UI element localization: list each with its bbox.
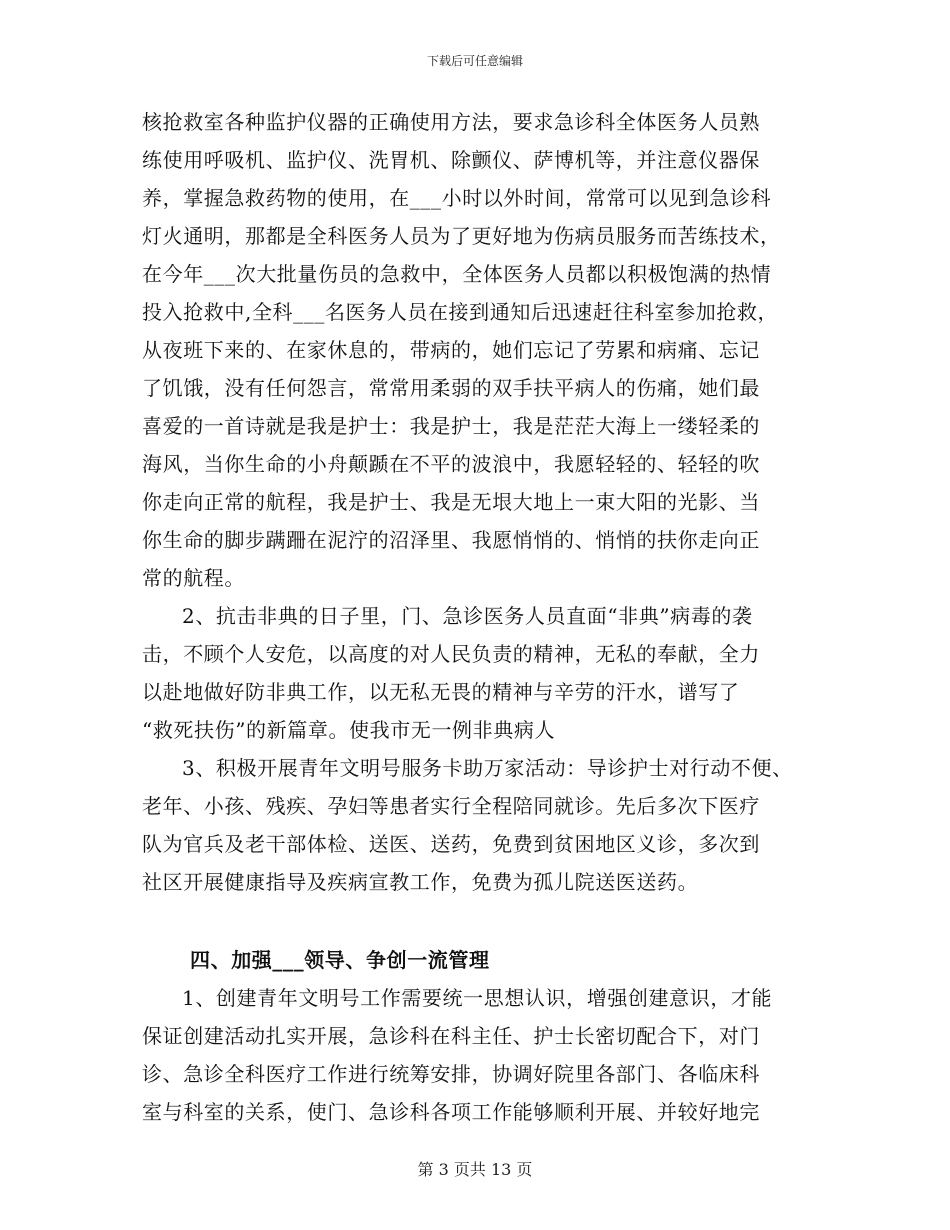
text-line: 队为官兵及老干部体检、送医、送药，免费到贫困地区义诊，多次到 bbox=[142, 832, 760, 856]
paragraph-start-line: 2、抗击非典的日子里，门、急诊医务人员直面“非典”病毒的袭 bbox=[182, 604, 753, 628]
text-line: 社区开展健康指导及疾病宣教工作，免费为孤儿院送医送药。 bbox=[142, 870, 699, 894]
text-line: 以赴地做好防非典工作，以无私无畏的精神与辛劳的汗水，谱写了 bbox=[142, 680, 740, 704]
section-heading: 四、加强___领导、争创一流管理 bbox=[190, 948, 490, 972]
text-line: “救死扶伤”的新篇章。使我市无一例非典病人 bbox=[142, 718, 556, 742]
text-line: 你生命的脚步蹒跚在泥泞的沼泽里、我愿悄悄的、悄悄的扶你走向正 bbox=[142, 528, 760, 552]
text-line: 从夜班下来的、在家休息的，带病的，她们忘记了劳累和病痛、忘记 bbox=[142, 338, 760, 362]
text-line: 喜爱的一首诗就是我是护士：我是护士，我是茫茫大海上一缕轻柔的 bbox=[142, 414, 760, 438]
text-line: 养，掌握急救药物的使用，在___小时以外时间，常常可以见到急诊科 bbox=[142, 186, 772, 210]
paragraph-start-line: 3、积极开展青年文明号服务卡助万家活动：导诊护士对行动不便、 bbox=[182, 756, 793, 780]
text-line: 练使用呼吸机、监护仪、洗胃机、除颤仪、萨博机等，并注意仪器保 bbox=[142, 148, 760, 172]
page-header-note: 下载后可任意编辑 bbox=[426, 54, 523, 68]
text-line: 灯火通明，那都是全科医务人员为了更好地为伤病员服务而苦练技术， bbox=[142, 224, 781, 248]
text-line: 保证创建活动扎实开展，急诊科在科主任、护士长密切配合下，对门 bbox=[142, 1024, 760, 1048]
text-line: 核抢救室各种监护仪器的正确使用方法，要求急诊科全体医务人员熟 bbox=[142, 110, 760, 134]
text-line: 诊、急诊全科医疗工作进行统筹安排，协调好院里各部门、各临床科 bbox=[142, 1062, 760, 1086]
text-line: 常的航程。 bbox=[142, 566, 245, 590]
text-line: 投入抢救中,全科___名医务人员在接到通知后迅速赶往科室参加抢救， bbox=[142, 300, 779, 324]
text-line: 击，不顾个人安危，以高度的对人民负责的精神，无私的奉献，全力 bbox=[142, 642, 760, 666]
text-line: 在今年___次大批量伤员的急救中，全体医务人员都以积极饱满的热情 bbox=[142, 262, 772, 286]
text-line: 海风，当你生命的小舟颠踬在不平的波浪中，我愿轻轻的、轻轻的吹 bbox=[142, 452, 760, 476]
text-line: 你走向正常的航程，我是护士、我是无垠大地上一束大阳的光影、当 bbox=[142, 490, 760, 514]
section-spacer bbox=[142, 901, 832, 941]
text-line: 老年、小孩、残疾、孕妇等患者实行全程陪同就诊。先后多次下医疗 bbox=[142, 794, 760, 818]
paragraph-start-line: 1、创建青年文明号工作需要统一思想认识，增强创建意识，才能 bbox=[182, 986, 773, 1010]
document-body bbox=[142, 103, 832, 1131]
text-line: 了饥饿，没有任何怨言，常常用柔弱的双手扶平病人的伤痛，她们最 bbox=[142, 376, 760, 400]
page-number: 第 3 页共 13 页 bbox=[417, 1160, 533, 1179]
text-line: 室与科室的关系，使门、急诊科各项工作能够顺利开展、并较好地完 bbox=[142, 1100, 760, 1124]
